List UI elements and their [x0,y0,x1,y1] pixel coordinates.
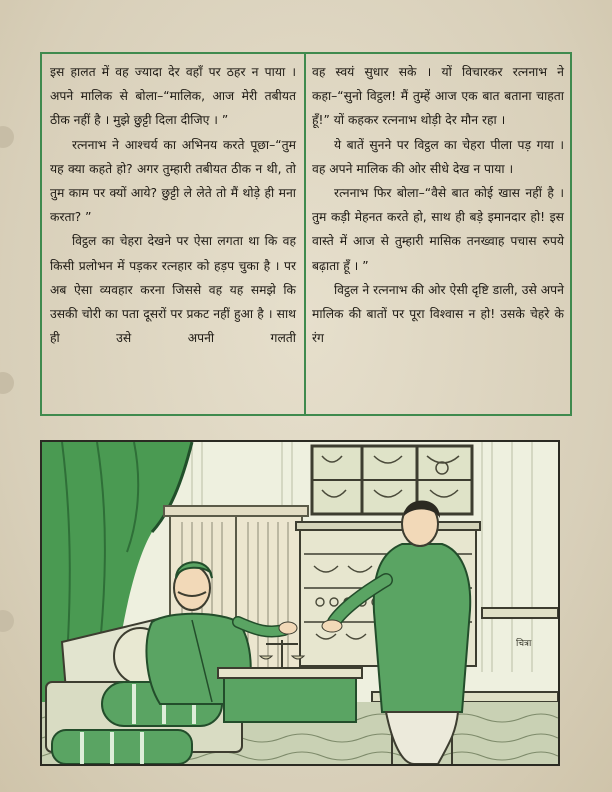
binding-hole [0,372,14,394]
text-column-left [50,60,296,350]
column-divider [304,54,306,414]
illustration [40,440,560,766]
text-column-right [312,60,564,350]
paragraph: विट्ठल का चेहरा देखने पर ऐसा लगता था कि वह किसी प्रलोभन में पड़कर रत्नहार को हड़प चुका है । पर अब ऐसा व्यवहार करना जिससे वह यह समझे कि उसकी चोरी का पता दूसरों पर प्रकट नहीं हुआ है । साथ ही उसे अपनी गलती [50,234,296,346]
binding-hole [0,126,14,148]
paragraph: रत्ननाभ फिर बोला–“वैसे बात कोई खास नहीं है । तुम कड़ी मेहनत करते हो, साथ ही बड़े इमानदार हो! इस वास्ते में आज से तुम्हारी मासिक तनख्वाह पचास रुपये बढ़ाता हूँ । ” [312,186,564,273]
paragraph: रत्ननाभ ने आश्चर्य का अभिनय करते पूछा–“तुम यह क्या कहते हो? अगर तुम्हारी तबीयत ठीक न थी, तो तुम काम पर क्यों आये? छुट्टी ले लेते तो मैं थोड़े ही मना करता? ” [50,137,296,225]
paragraph: वह स्वयं सुधार सके । यों विचारकर रत्ननाभ ने कहा–“सुनो विट्ठल! मैं तुम्हें आज एक बात बताना चाहता हूँ!” यों कहकर रत्ननाभ थोड़ी देर मौन रहा । [312,65,564,128]
paragraph: ये बातें सुनने पर विट्ठल का चेहरा पीला पड़ गया । वह अपने मालिक की ओर सीधे देख न पाया । [312,137,564,176]
paragraph: इस हालत में वह ज्यादा देर वहाँ पर ठहर न पाया । अपने मालिक से बोला–“मालिक, आज मेरी तबीयत ठीक नहीं है । मुझे छुट्टी दिला दीजिए । ” [50,65,296,128]
paragraph: विट्ठल ने रत्ननाभ की ओर ऐसी दृष्टि डाली, उसे अपने मालिक की बातों पर पूरा विश्वास न हो! उसके चेहरे के रंग [312,282,564,346]
artist-signature: चित्रा [516,639,532,649]
binding-hole [0,610,14,632]
